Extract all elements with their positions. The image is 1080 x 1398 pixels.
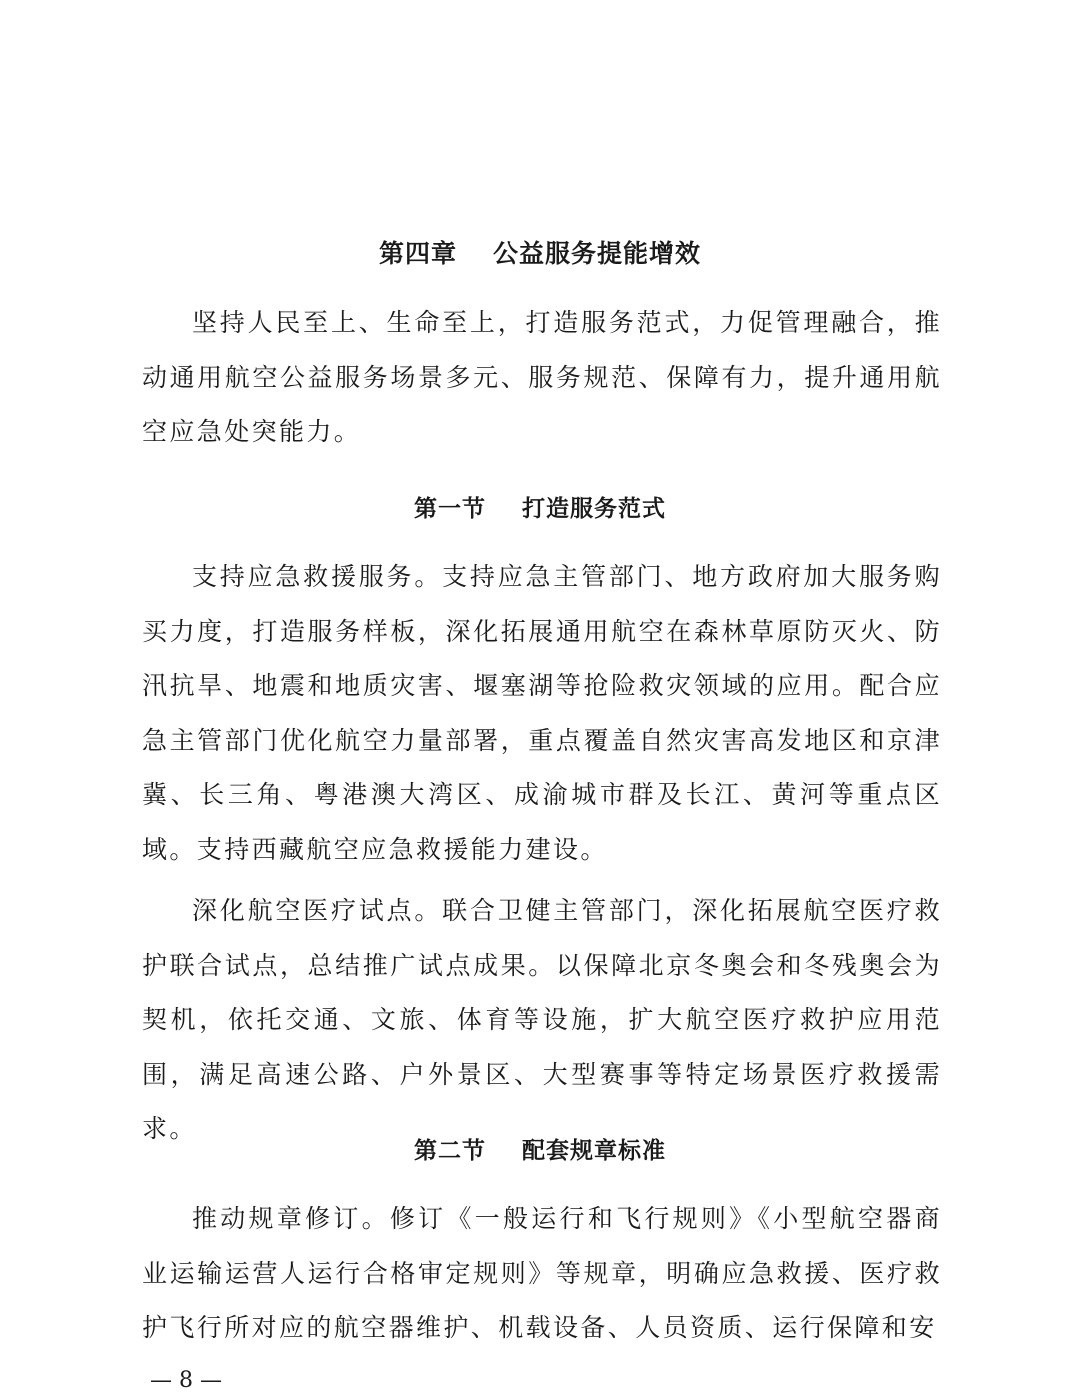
section-label: 第一节 <box>414 496 486 522</box>
chapter-heading <box>0 234 1080 270</box>
chapter-label: 第四章 <box>378 239 457 268</box>
page-number: — 8 — <box>150 1368 222 1393</box>
body-paragraph: 推动规章修订。修订《一般运行和飞行规则》《小型航空器商业运输运营人运行合格审定规则》等规章，明确应急救援、医疗救护飞行所对应的航空器维护、机载设备、人员资质、运行保障和安 <box>142 1204 942 1342</box>
chapter-title: 公益服务提能增效 <box>493 239 702 268</box>
body-paragraph: 支持应急救援服务。支持应急主管部门、地方政府加大服务购买力度，打造服务样板，深化拓展通用航空在森林草原防灭火、防汛抗旱、地震和地质灾害、堰塞湖等抢险救灾领域的应用。配合应急主管部门优化航空力量部署，重点覆盖自然灾害高发地区和京津冀、长三角、粤港澳大湾区、成渝城市群及长江、黄河等重点区域。支持西藏航空应急救援能力建设。 <box>142 562 942 864</box>
intro-paragraph: 坚持人民至上、生命至上，打造服务范式，力促管理融合，推动通用航空公益服务场景多元、服务规范、保障有力，提升通用航空应急处突能力。 <box>142 308 942 446</box>
section-title: 打造服务范式 <box>522 496 666 522</box>
section-label: 第二节 <box>414 1138 486 1164</box>
body-paragraph: 深化航空医疗试点。联合卫健主管部门，深化拓展航空医疗救护联合试点，总结推广试点成果。以保障北京冬奥会和冬残奥会为契机，依托交通、文旅、体育等设施，扩大航空医疗救护应用范围，满足高速公路、户外景区、大型赛事等特定场景医疗救援需求。 <box>142 896 942 1143</box>
section-heading-1 <box>0 490 1080 523</box>
section-heading-2 <box>0 1132 1080 1165</box>
section-title: 配套规章标准 <box>522 1138 666 1164</box>
